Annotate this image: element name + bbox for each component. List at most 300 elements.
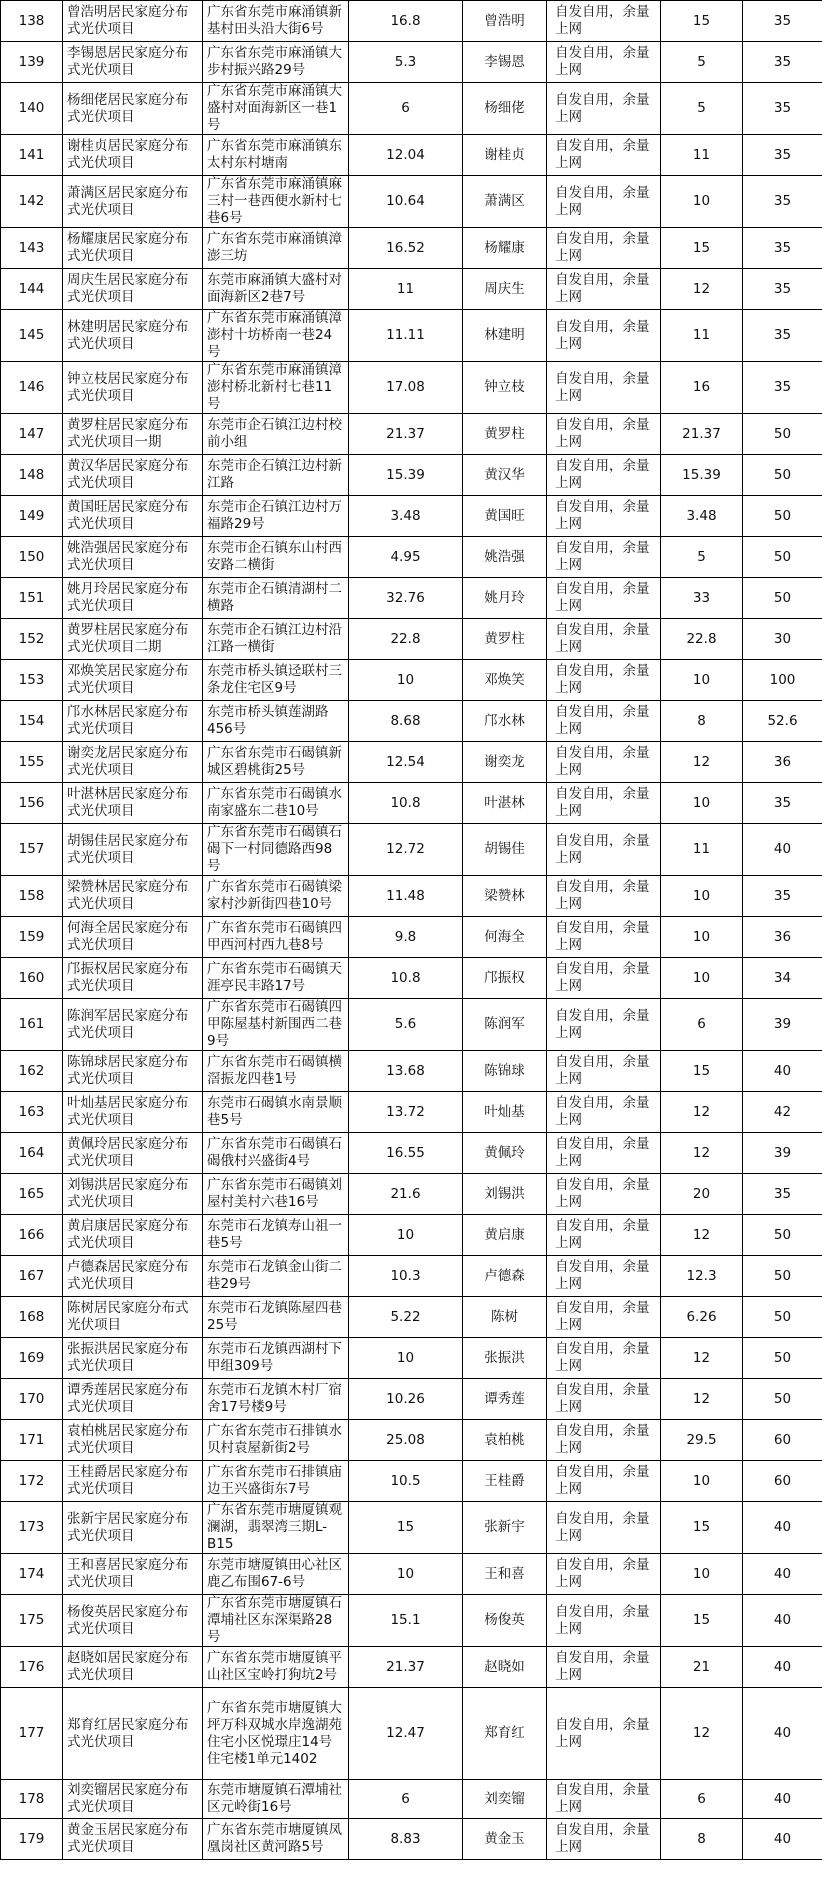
- value-a: 6: [661, 999, 743, 1051]
- grid-mode: 自发自用，余量上网: [547, 1215, 661, 1256]
- capacity: 21.37: [349, 414, 463, 455]
- owner-name: 谭秀莲: [463, 1379, 547, 1420]
- value-b: 36: [743, 742, 822, 783]
- table-row: [1, 362, 822, 414]
- table-row: [1, 660, 822, 701]
- owner-name: 林建明: [463, 310, 547, 362]
- table-row: [1, 701, 822, 742]
- address: 东莞市麻涌镇大盛村对面海新区2巷7号: [203, 269, 349, 310]
- value-b: 50: [743, 1215, 822, 1256]
- value-a: 15: [661, 1502, 743, 1554]
- project-name: 叶湛林居民家庭分布式光伏项目: [63, 783, 203, 824]
- value-b: 40: [743, 1780, 822, 1819]
- value-b: 60: [743, 1461, 822, 1502]
- capacity: 10: [349, 1554, 463, 1595]
- owner-name: 赵晓如: [463, 1647, 547, 1688]
- value-a: 11: [661, 135, 743, 176]
- capacity: 17.08: [349, 362, 463, 414]
- row-number: 150: [1, 537, 63, 578]
- capacity: 21.6: [349, 1174, 463, 1215]
- owner-name: 黄启康: [463, 1215, 547, 1256]
- owner-name: 何海全: [463, 917, 547, 958]
- value-b: 34: [743, 958, 822, 999]
- table-row: [1, 496, 822, 537]
- capacity: 8.83: [349, 1819, 463, 1860]
- row-number: 139: [1, 42, 63, 83]
- project-name: 刘奕镏居民家庭分布式光伏项目: [63, 1780, 203, 1819]
- owner-name: 陈锦球: [463, 1051, 547, 1092]
- value-a: 11: [661, 310, 743, 362]
- project-name: 王和喜居民家庭分布式光伏项目: [63, 1554, 203, 1595]
- value-b: 40: [743, 1554, 822, 1595]
- value-b: 60: [743, 1420, 822, 1461]
- project-name: 郑育红居民家庭分布式光伏项目: [63, 1688, 203, 1780]
- table-row: [1, 537, 822, 578]
- value-b: 35: [743, 176, 822, 228]
- grid-mode: 自发自用，余量上网: [547, 228, 661, 269]
- value-a: 29.5: [661, 1420, 743, 1461]
- table-row: [1, 1092, 822, 1133]
- table-row: [1, 1647, 822, 1688]
- row-number: 174: [1, 1554, 63, 1595]
- address: 广东省东莞市麻涌镇东太村东村塘南: [203, 135, 349, 176]
- row-number: 172: [1, 1461, 63, 1502]
- value-b: 35: [743, 362, 822, 414]
- value-b: 35: [743, 228, 822, 269]
- capacity: 10.3: [349, 1256, 463, 1297]
- value-a: 12: [661, 1215, 743, 1256]
- row-number: 145: [1, 310, 63, 362]
- owner-name: 胡锡佳: [463, 824, 547, 876]
- owner-name: 梁赞林: [463, 876, 547, 917]
- value-b: 40: [743, 1647, 822, 1688]
- project-name: 黄佩玲居民家庭分布式光伏项目: [63, 1133, 203, 1174]
- grid-mode: 自发自用，余量上网: [547, 1420, 661, 1461]
- value-b: 42: [743, 1092, 822, 1133]
- capacity: 6: [349, 1780, 463, 1819]
- owner-name: 邝水林: [463, 701, 547, 742]
- project-name: 陈锦球居民家庭分布式光伏项目: [63, 1051, 203, 1092]
- value-b: 50: [743, 1338, 822, 1379]
- grid-mode: 自发自用，余量上网: [547, 1554, 661, 1595]
- capacity: 10: [349, 660, 463, 701]
- value-a: 5: [661, 537, 743, 578]
- value-b: 35: [743, 269, 822, 310]
- value-a: 12: [661, 1379, 743, 1420]
- project-name: 谢奕龙居民家庭分布式光伏项目: [63, 742, 203, 783]
- grid-mode: 自发自用，余量上网: [547, 1379, 661, 1420]
- address: 东莞市企石镇江边村校前小组: [203, 414, 349, 455]
- capacity: 8.68: [349, 701, 463, 742]
- value-a: 12: [661, 269, 743, 310]
- capacity: 16.52: [349, 228, 463, 269]
- row-number: 164: [1, 1133, 63, 1174]
- value-a: 12: [661, 742, 743, 783]
- row-number: 154: [1, 701, 63, 742]
- grid-mode: 自发自用，余量上网: [547, 1338, 661, 1379]
- grid-mode: 自发自用，余量上网: [547, 42, 661, 83]
- project-name: 陈树居民家庭分布式光伏项目: [63, 1297, 203, 1338]
- row-number: 163: [1, 1092, 63, 1133]
- value-b: 35: [743, 135, 822, 176]
- table-row: [1, 269, 822, 310]
- project-name: 黄罗柱居民家庭分布式光伏项目二期: [63, 619, 203, 660]
- address: 东莞市企石镇江边村沿江路一横街: [203, 619, 349, 660]
- table-row: [1, 135, 822, 176]
- capacity: 10.64: [349, 176, 463, 228]
- project-name: 杨俊英居民家庭分布式光伏项目: [63, 1595, 203, 1647]
- address: 广东省东莞市麻涌镇新基村田头沿大街6号: [203, 1, 349, 42]
- value-a: 12: [661, 1338, 743, 1379]
- table-row: [1, 1461, 822, 1502]
- capacity: 12.54: [349, 742, 463, 783]
- project-name: 黄启康居民家庭分布式光伏项目: [63, 1215, 203, 1256]
- table-row: [1, 1256, 822, 1297]
- grid-mode: 自发自用，余量上网: [547, 135, 661, 176]
- project-name: 谢桂贞居民家庭分布式光伏项目: [63, 135, 203, 176]
- address: 广东省东莞市塘厦镇凤凰岗社区黄河路5号: [203, 1819, 349, 1860]
- row-number: 161: [1, 999, 63, 1051]
- capacity: 12.47: [349, 1688, 463, 1780]
- value-a: 20: [661, 1174, 743, 1215]
- grid-mode: 自发自用，余量上网: [547, 496, 661, 537]
- table-row: [1, 1174, 822, 1215]
- project-name: 萧满区居民家庭分布式光伏项目: [63, 176, 203, 228]
- row-number: 153: [1, 660, 63, 701]
- table-row: [1, 1780, 822, 1819]
- value-b: 39: [743, 999, 822, 1051]
- address: 广东省东莞市麻涌镇漳澎三坊: [203, 228, 349, 269]
- row-number: 166: [1, 1215, 63, 1256]
- capacity: 22.8: [349, 619, 463, 660]
- row-number: 178: [1, 1780, 63, 1819]
- address: 东莞市企石镇东山村西安路二横街: [203, 537, 349, 578]
- table-row: [1, 876, 822, 917]
- row-number: 151: [1, 578, 63, 619]
- capacity: 10.5: [349, 1461, 463, 1502]
- grid-mode: 自发自用，余量上网: [547, 917, 661, 958]
- value-b: 40: [743, 1595, 822, 1647]
- grid-mode: 自发自用，余量上网: [547, 1595, 661, 1647]
- grid-mode: 自发自用，余量上网: [547, 619, 661, 660]
- value-b: 35: [743, 876, 822, 917]
- owner-name: 张振洪: [463, 1338, 547, 1379]
- project-name: 张振洪居民家庭分布式光伏项目: [63, 1338, 203, 1379]
- row-number: 168: [1, 1297, 63, 1338]
- owner-name: 钟立枝: [463, 362, 547, 414]
- capacity: 21.37: [349, 1647, 463, 1688]
- address: 广东省东莞市石碣镇横滘振龙四巷1号: [203, 1051, 349, 1092]
- owner-name: 黄国旺: [463, 496, 547, 537]
- grid-mode: 自发自用，余量上网: [547, 1297, 661, 1338]
- project-name: 胡锡佳居民家庭分布式光伏项目: [63, 824, 203, 876]
- owner-name: 杨耀康: [463, 228, 547, 269]
- row-number: 177: [1, 1688, 63, 1780]
- value-b: 50: [743, 537, 822, 578]
- value-a: 12.3: [661, 1256, 743, 1297]
- capacity: 9.8: [349, 917, 463, 958]
- grid-mode: 自发自用，余量上网: [547, 876, 661, 917]
- row-number: 171: [1, 1420, 63, 1461]
- value-b: 35: [743, 42, 822, 83]
- row-number: 162: [1, 1051, 63, 1092]
- value-b: 40: [743, 824, 822, 876]
- row-number: 157: [1, 824, 63, 876]
- project-name: 姚月玲居民家庭分布式光伏项目: [63, 578, 203, 619]
- address: 东莞市桥头镇莲湖路456号: [203, 701, 349, 742]
- project-name: 杨细佬居民家庭分布式光伏项目: [63, 83, 203, 135]
- capacity: 4.95: [349, 537, 463, 578]
- value-a: 8: [661, 701, 743, 742]
- value-a: 3.48: [661, 496, 743, 537]
- address: 广东省东莞市石排镇庙边王兴盛街东7号: [203, 1461, 349, 1502]
- capacity: 13.68: [349, 1051, 463, 1092]
- value-b: 35: [743, 1, 822, 42]
- owner-name: 谢桂贞: [463, 135, 547, 176]
- grid-mode: 自发自用，余量上网: [547, 362, 661, 414]
- address: 广东省东莞市石碣镇石碣俄村兴盛街4号: [203, 1133, 349, 1174]
- capacity: 16.8: [349, 1, 463, 42]
- value-a: 21: [661, 1647, 743, 1688]
- address: 广东省东莞市塘厦镇石潭埔社区东深渠路28号: [203, 1595, 349, 1647]
- project-name: 周庆生居民家庭分布式光伏项目: [63, 269, 203, 310]
- project-name: 叶灿基居民家庭分布式光伏项目: [63, 1092, 203, 1133]
- owner-name: 王桂爵: [463, 1461, 547, 1502]
- address: 广东省东莞市石碣镇四甲陈屋基村新围西二巷9号: [203, 999, 349, 1051]
- owner-name: 黄佩玲: [463, 1133, 547, 1174]
- value-a: 6: [661, 1780, 743, 1819]
- owner-name: 黄汉华: [463, 455, 547, 496]
- row-number: 160: [1, 958, 63, 999]
- table-row: [1, 1297, 822, 1338]
- project-name: 梁赞林居民家庭分布式光伏项目: [63, 876, 203, 917]
- value-a: 10: [661, 783, 743, 824]
- owner-name: 谢奕龙: [463, 742, 547, 783]
- address: 东莞市石碣镇水南景顺巷5号: [203, 1092, 349, 1133]
- value-b: 36: [743, 917, 822, 958]
- grid-mode: 自发自用，余量上网: [547, 1092, 661, 1133]
- capacity: 10.8: [349, 783, 463, 824]
- address: 东莞市石龙镇寿山祖一巷5号: [203, 1215, 349, 1256]
- project-name: 王桂爵居民家庭分布式光伏项目: [63, 1461, 203, 1502]
- owner-name: 邓焕笑: [463, 660, 547, 701]
- owner-name: 曾浩明: [463, 1, 547, 42]
- table-row: [1, 958, 822, 999]
- table-row: [1, 783, 822, 824]
- project-name: 刘锡洪居民家庭分布式光伏项目: [63, 1174, 203, 1215]
- row-number: 165: [1, 1174, 63, 1215]
- capacity: 32.76: [349, 578, 463, 619]
- table-row: [1, 176, 822, 228]
- address: 广东省东莞市石碣镇水南家盛东二巷10号: [203, 783, 349, 824]
- table-row: [1, 1502, 822, 1554]
- row-number: 169: [1, 1338, 63, 1379]
- project-name: 卢德森居民家庭分布式光伏项目: [63, 1256, 203, 1297]
- value-a: 33: [661, 578, 743, 619]
- owner-name: 陈树: [463, 1297, 547, 1338]
- row-number: 149: [1, 496, 63, 537]
- value-a: 12: [661, 1092, 743, 1133]
- value-b: 39: [743, 1133, 822, 1174]
- grid-mode: 自发自用，余量上网: [547, 1688, 661, 1780]
- value-a: 12: [661, 1688, 743, 1780]
- address: 东莞市石龙镇西湖村下甲组309号: [203, 1338, 349, 1379]
- table-row: [1, 619, 822, 660]
- value-b: 40: [743, 1502, 822, 1554]
- value-a: 10: [661, 1461, 743, 1502]
- owner-name: 王和喜: [463, 1554, 547, 1595]
- owner-name: 卢德森: [463, 1256, 547, 1297]
- table-row: [1, 1215, 822, 1256]
- table-row: [1, 1133, 822, 1174]
- project-name: 曾浩明居民家庭分布式光伏项目: [63, 1, 203, 42]
- table-row: [1, 42, 822, 83]
- capacity: 10: [349, 1215, 463, 1256]
- value-b: 50: [743, 1379, 822, 1420]
- address: 广东省东莞市石碣镇石碣下一村同德路西98号: [203, 824, 349, 876]
- capacity: 3.48: [349, 496, 463, 537]
- address: 广东省东莞市麻涌镇大步村振兴路29号: [203, 42, 349, 83]
- value-b: 50: [743, 1256, 822, 1297]
- project-name: 邓焕笑居民家庭分布式光伏项目: [63, 660, 203, 701]
- project-name: 谭秀莲居民家庭分布式光伏项目: [63, 1379, 203, 1420]
- grid-mode: 自发自用，余量上网: [547, 1502, 661, 1554]
- owner-name: 萧满区: [463, 176, 547, 228]
- table-row: [1, 455, 822, 496]
- address: 广东省东莞市塘厦镇观澜湖，翡翠湾三期L-B15: [203, 1502, 349, 1554]
- value-b: 35: [743, 310, 822, 362]
- row-number: 143: [1, 228, 63, 269]
- table-row: [1, 228, 822, 269]
- table-row: [1, 578, 822, 619]
- grid-mode: 自发自用，余量上网: [547, 310, 661, 362]
- table-row: [1, 1420, 822, 1461]
- value-a: 10: [661, 176, 743, 228]
- value-a: 5: [661, 42, 743, 83]
- owner-name: 黄罗柱: [463, 619, 547, 660]
- table-row: [1, 1379, 822, 1420]
- row-number: 173: [1, 1502, 63, 1554]
- grid-mode: 自发自用，余量上网: [547, 176, 661, 228]
- capacity: 12.04: [349, 135, 463, 176]
- grid-mode: 自发自用，余量上网: [547, 742, 661, 783]
- value-a: 6.26: [661, 1297, 743, 1338]
- value-b: 52.6: [743, 701, 822, 742]
- capacity: 10.26: [349, 1379, 463, 1420]
- table-row: [1, 414, 822, 455]
- owner-name: 周庆生: [463, 269, 547, 310]
- value-b: 35: [743, 783, 822, 824]
- project-name: 杨耀康居民家庭分布式光伏项目: [63, 228, 203, 269]
- row-number: 152: [1, 619, 63, 660]
- address: 广东省东莞市塘厦镇大坪万科双城水岸逸湖苑住宅小区悦璟庄14号住宅楼1单元1402: [203, 1688, 349, 1780]
- capacity: 10.8: [349, 958, 463, 999]
- capacity: 16.55: [349, 1133, 463, 1174]
- project-name: 邝水林居民家庭分布式光伏项目: [63, 701, 203, 742]
- row-number: 138: [1, 1, 63, 42]
- address: 广东省东莞市石碣镇梁家村沙新街四巷10号: [203, 876, 349, 917]
- owner-name: 袁柏桃: [463, 1420, 547, 1461]
- project-name: 赵晓如居民家庭分布式光伏项目: [63, 1647, 203, 1688]
- value-b: 35: [743, 1174, 822, 1215]
- grid-mode: 自发自用，余量上网: [547, 660, 661, 701]
- value-a: 15: [661, 1, 743, 42]
- value-a: 21.37: [661, 414, 743, 455]
- table-row: [1, 310, 822, 362]
- grid-mode: 自发自用，余量上网: [547, 269, 661, 310]
- value-b: 50: [743, 414, 822, 455]
- row-number: 159: [1, 917, 63, 958]
- owner-name: 杨细佬: [463, 83, 547, 135]
- address: 广东省东莞市石排镇水贝村袁屋新街2号: [203, 1420, 349, 1461]
- owner-name: 姚浩强: [463, 537, 547, 578]
- owner-name: 叶湛林: [463, 783, 547, 824]
- value-b: 35: [743, 83, 822, 135]
- value-a: 22.8: [661, 619, 743, 660]
- value-a: 10: [661, 1554, 743, 1595]
- value-a: 15: [661, 1051, 743, 1092]
- capacity: 5.22: [349, 1297, 463, 1338]
- grid-mode: 自发自用，余量上网: [547, 1, 661, 42]
- address: 东莞市桥头镇迳联村三条龙住宅区9号: [203, 660, 349, 701]
- grid-mode: 自发自用，余量上网: [547, 1647, 661, 1688]
- address: 广东省东莞市麻涌镇麻三村一巷西便水新村七巷6号: [203, 176, 349, 228]
- table-row: [1, 1554, 822, 1595]
- grid-mode: 自发自用，余量上网: [547, 578, 661, 619]
- value-b: 50: [743, 455, 822, 496]
- value-a: 15.39: [661, 455, 743, 496]
- project-name: 李锡恩居民家庭分布式光伏项目: [63, 42, 203, 83]
- table-row: [1, 742, 822, 783]
- grid-mode: 自发自用，余量上网: [547, 1051, 661, 1092]
- address: 广东省东莞市麻涌镇大盛村对面海新区一巷1号: [203, 83, 349, 135]
- value-a: 16: [661, 362, 743, 414]
- row-number: 144: [1, 269, 63, 310]
- grid-mode: 自发自用，余量上网: [547, 455, 661, 496]
- address: 东莞市企石镇江边村万福路29号: [203, 496, 349, 537]
- capacity: 15.39: [349, 455, 463, 496]
- row-number: 156: [1, 783, 63, 824]
- project-name: 黄罗柱居民家庭分布式光伏项目一期: [63, 414, 203, 455]
- grid-mode: 自发自用，余量上网: [547, 83, 661, 135]
- row-number: 141: [1, 135, 63, 176]
- value-a: 10: [661, 917, 743, 958]
- table-row: [1, 83, 822, 135]
- grid-mode: 自发自用，余量上网: [547, 414, 661, 455]
- row-number: 148: [1, 455, 63, 496]
- row-number: 176: [1, 1647, 63, 1688]
- value-b: 50: [743, 578, 822, 619]
- project-name: 黄国旺居民家庭分布式光伏项目: [63, 496, 203, 537]
- project-name: 张新宇居民家庭分布式光伏项目: [63, 1502, 203, 1554]
- capacity: 5.6: [349, 999, 463, 1051]
- grid-mode: 自发自用，余量上网: [547, 1780, 661, 1819]
- grid-mode: 自发自用，余量上网: [547, 1133, 661, 1174]
- capacity: 5.3: [349, 42, 463, 83]
- value-a: 5: [661, 83, 743, 135]
- project-name: 陈润军居民家庭分布式光伏项目: [63, 999, 203, 1051]
- grid-mode: 自发自用，余量上网: [547, 701, 661, 742]
- address: 东莞市企石镇江边村新江路: [203, 455, 349, 496]
- project-name: 姚浩强居民家庭分布式光伏项目: [63, 537, 203, 578]
- capacity: 15.1: [349, 1595, 463, 1647]
- value-b: 40: [743, 1819, 822, 1860]
- project-name: 林建明居民家庭分布式光伏项目: [63, 310, 203, 362]
- value-b: 50: [743, 1297, 822, 1338]
- address: 东莞市企石镇清湖村二横路: [203, 578, 349, 619]
- project-name: 黄金玉居民家庭分布式光伏项目: [63, 1819, 203, 1860]
- value-a: 8: [661, 1819, 743, 1860]
